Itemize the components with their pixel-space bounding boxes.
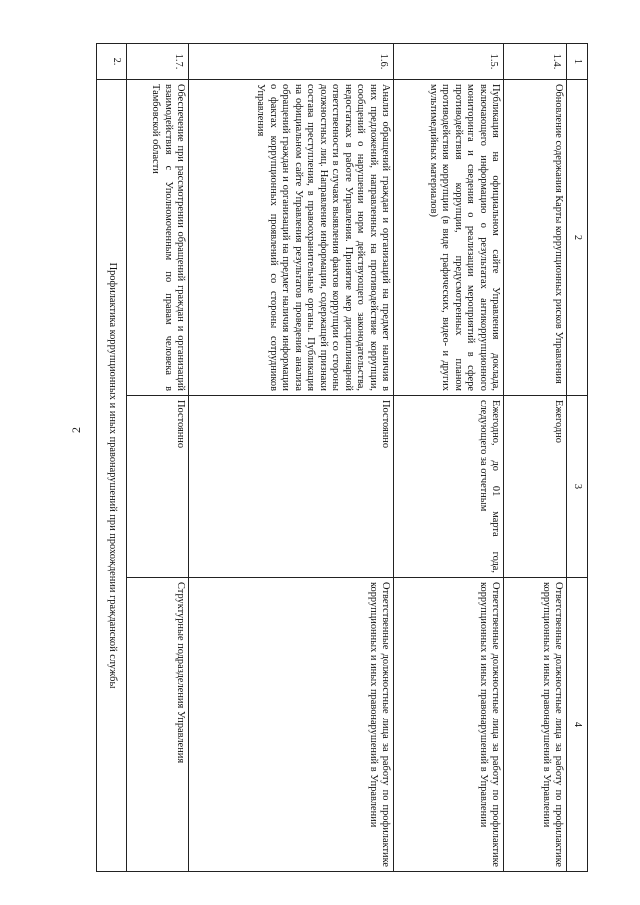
term-cell: Ежегодно [504,396,567,578]
measure-cell: Обновление содержания Карты коррупционных рисков Управления [504,80,567,396]
header-cell-3: 3 [567,396,588,578]
table-row [504,44,567,872]
table-row [189,44,394,872]
row-number: 1.6. [189,44,394,80]
term-cell: Постоянно [189,396,394,578]
row-number: 1.5. [394,44,504,80]
section-header-row [97,44,127,872]
responsible-cell: Ответственные должностные лица за работу по профилактике коррупционных и иных правонарушений в Управлении [189,578,394,872]
row-number: 1.4. [504,44,567,80]
table-row [127,44,189,872]
rotated-table-container [92,43,588,871]
term-cell: Постоянно [127,396,189,578]
measure-cell: Публикация на официальном сайте Управления доклада, включающего информацию о результатах антикоррупционного мониторинга и сведения о реализации мероприятий в сфере противодействия коррупции, предусмотренных планом противодействия коррупции (в виде графических, видео- и других мультимедийных материалов) [394,80,504,396]
responsible-cell: Ответственные должностные лица за работу по профилактике коррупционных и иных правонарушений в Управлении [504,578,567,872]
header-cell-4: 4 [567,578,588,872]
section-title: Профилактика коррупционных и иных правонарушений при прохождении гражданской службы [97,80,127,872]
header-cell-2: 2 [567,80,588,396]
page-number: 2 [69,427,83,433]
measure-cell: Обеспечение при рассмотрении обращений граждан и организаций взаимодействия с Уполномоченным по правам человека в Тамбовской области [127,80,189,396]
section-number: 2. [97,44,127,80]
responsible-cell: Структурные подразделения Управления [127,578,189,872]
term-cell: Ежегодно, до 01 марта года, следующего за отчетным [394,396,504,578]
measures-table [96,43,588,872]
table-header-row [567,44,588,872]
table-row [394,44,504,872]
header-cell-1: 1 [567,44,588,80]
measure-cell: Анализ обращений граждан и организаций на предмет наличия в них предложений, направленных на противодействие коррупции, сообщений о нарушении норм действующего законодательства, недостатках в работе Управления. Принятие мер дисциплинарной ответственности в случаях выявления фактов коррупции со стороны должностных лиц. Направление информации, содержащей признаки состава преступления, в правоохранительные органы. Публикация на официальном сайте Управления результатов проведения анализа обращений граждан и организаций на предмет наличия информации о фактах коррупционных проявлений со стороны сотрудников Управления [189,80,394,396]
row-number: 1.7. [127,44,189,80]
responsible-cell: Ответственные должностные лица за работу по профилактике коррупционных и иных правонарушений в Управлении [394,578,504,872]
